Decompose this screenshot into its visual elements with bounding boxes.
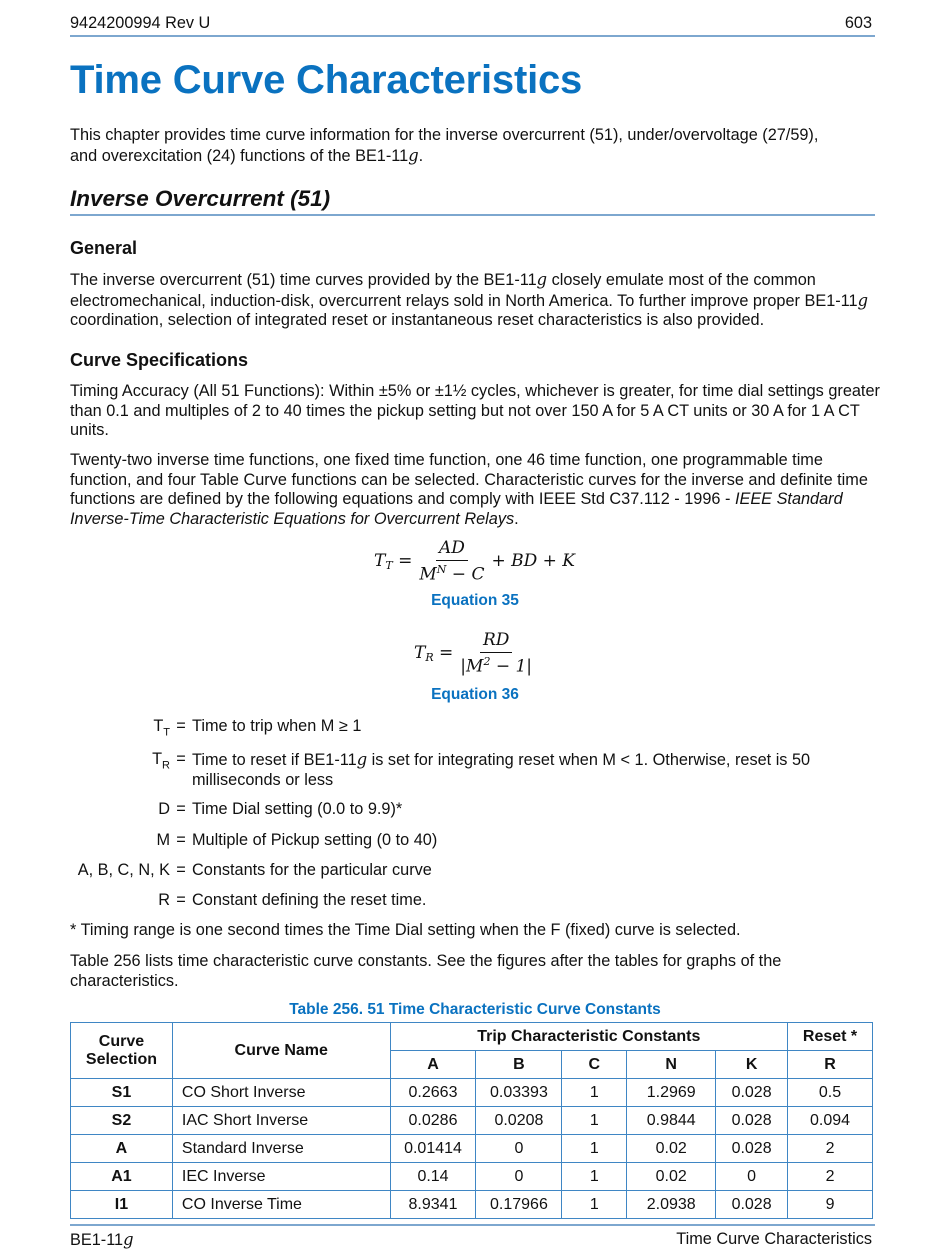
curve-specs-heading: Curve Specifications	[70, 350, 249, 370]
constant-cell: 1	[562, 1107, 627, 1135]
curve-name-cell: Standard Inverse	[172, 1135, 390, 1163]
general-heading: General	[70, 238, 138, 258]
constant-cell: 1	[562, 1135, 627, 1163]
header-col: R	[788, 1051, 873, 1079]
footer-product: BE1-11g	[70, 1230, 134, 1249]
curve-selection-cell: I1	[71, 1191, 173, 1219]
functions-paragraph: Twenty-two inverse time functions, one fixed time function, one 46 time function, one programmable time function, and four Table Curve functions can be selected. Characteristic curves for the inverse and definite time functions are defined by the following equations and comply with IEEE Std C37.112 - 1996 - IEEE Standard Inverse-Time Characteristic Equations for Overcurrent Relays.	[70, 451, 868, 528]
equation-35: T $_T$ = $\frac{AD}{M^N - C}$ + BD + K	[374, 538, 575, 585]
constant-cell: 0.17966	[476, 1191, 562, 1219]
definition-m: M = Multiple of Pickup setting (0 to 40)	[156, 831, 438, 849]
definition-tr: $T_R$ = Time to reset if BE1-11g is set for integrating reset when M < 1. Otherwise, reset is 50 milliseconds or less	[152, 750, 811, 789]
footer-rule	[70, 1224, 875, 1226]
constant-cell: 0	[476, 1135, 562, 1163]
table-row	[71, 1107, 873, 1135]
header-curve-selection: Curve Selection	[71, 1023, 173, 1079]
header-curve-name: Curve Name	[172, 1023, 390, 1079]
curve-name-cell: IEC Inverse	[172, 1163, 390, 1191]
definition-tt: $T_T$ = Time to trip when M ≥ 1	[153, 717, 362, 739]
timing-paragraph: Timing Accuracy (All 51 Functions): Within ±5% or ±1½ cycles, whichever is greater, for time dial settings greater than 0.1 and multiples of 2 to 40 times the pickup setting but not over 150 A for 5 A CT units or 30 A for 1 A CT units.	[70, 382, 880, 440]
header-col: A	[390, 1051, 476, 1079]
constant-cell: 2.0938	[627, 1191, 716, 1219]
curve-name-cell: IAC Short Inverse	[172, 1107, 390, 1135]
definition-constants: A, B, C, N, K = Constants for the particular curve	[77, 861, 432, 879]
constant-cell: 0.0286	[390, 1107, 476, 1135]
section-rule	[70, 214, 875, 216]
constant-cell: 0.028	[716, 1079, 788, 1107]
constant-cell: 0.01414	[390, 1135, 476, 1163]
constant-cell: 0.5	[788, 1079, 873, 1107]
curve-selection-cell: A	[71, 1135, 173, 1163]
table-row	[71, 1191, 873, 1219]
constant-cell: 0	[716, 1163, 788, 1191]
doc-id: 9424200994 Rev U	[70, 14, 211, 32]
constant-cell: 0.03393	[476, 1079, 562, 1107]
curve-name-cell: CO Short Inverse	[172, 1079, 390, 1107]
curve-constants-table	[70, 1022, 873, 1219]
constant-cell: 0	[476, 1163, 562, 1191]
table-row	[71, 1135, 873, 1163]
curve-selection-cell: S1	[71, 1079, 173, 1107]
constant-cell: 0.02	[627, 1163, 716, 1191]
equation-36-caption: Equation 36	[431, 686, 519, 703]
header-rule	[70, 35, 875, 37]
header-col: C	[562, 1051, 627, 1079]
constant-cell: 1.2969	[627, 1079, 716, 1107]
header-reset: Reset *	[788, 1023, 873, 1051]
intro-paragraph: This chapter provides time curve information for the inverse overcurrent (51), under/overvoltage (27/59), and overexcitation (24) functions of the BE1-11g.	[70, 126, 819, 165]
curve-name-cell: CO Inverse Time	[172, 1191, 390, 1219]
curve-selection-cell: A1	[71, 1163, 173, 1191]
table-row	[71, 1163, 873, 1191]
table-reference: Table 256 lists time characteristic curve constants. See the figures after the tables for graphs of the characteristics.	[70, 952, 782, 990]
constant-cell: 2	[788, 1135, 873, 1163]
constant-cell: 1	[562, 1163, 627, 1191]
table-row	[71, 1079, 873, 1107]
constant-cell: 0.14	[390, 1163, 476, 1191]
constant-cell: 1	[562, 1191, 627, 1219]
constant-cell: 0.02	[627, 1135, 716, 1163]
constant-cell: 2	[788, 1163, 873, 1191]
header-col: K	[716, 1051, 788, 1079]
constant-cell: 0.2663	[390, 1079, 476, 1107]
constant-cell: 0.094	[788, 1107, 873, 1135]
equation-35-caption: Equation 35	[431, 592, 519, 609]
equation-36: T $_R$ = $\frac{RD}{|M^2 - 1|}$	[414, 630, 533, 677]
header-trip-constants: Trip Characteristic Constants	[390, 1023, 788, 1051]
section-heading: Inverse Overcurrent (51)	[70, 186, 331, 211]
curve-selection-cell: S2	[71, 1107, 173, 1135]
page-number: 603	[844, 14, 872, 32]
constant-cell: 0.028	[716, 1135, 788, 1163]
definition-d: D = Time Dial setting (0.0 to 9.9)*	[158, 800, 403, 818]
table-caption: Table 256. 51 Time Characteristic Curve Constants	[289, 1001, 661, 1018]
general-paragraph: The inverse overcurrent (51) time curves provided by the BE1-11g closely emulate most of the common electromechanical, induction-disk, overcurrent relays sold in North America. To further improve proper BE1-11g coordination, selection of integrated reset or instantaneous reset characteristics is also provided.	[70, 270, 869, 330]
constant-cell: 8.9341	[390, 1191, 476, 1219]
page-title: Time Curve Characteristics	[70, 58, 583, 102]
constant-cell: 0.028	[716, 1191, 788, 1219]
footer-chapter: Time Curve Characteristics	[676, 1230, 872, 1248]
definition-r: R = Constant defining the reset time.	[158, 891, 427, 909]
constant-cell: 1	[562, 1079, 627, 1107]
constant-cell: 0.0208	[476, 1107, 562, 1135]
constant-cell: 9	[788, 1191, 873, 1219]
constant-cell: 0.9844	[627, 1107, 716, 1135]
footnote: * Timing range is one second times the Time Dial setting when the F (fixed) curve is selected.	[70, 921, 741, 939]
constant-cell: 0.028	[716, 1107, 788, 1135]
header-col: N	[627, 1051, 716, 1079]
header-col: B	[476, 1051, 562, 1079]
